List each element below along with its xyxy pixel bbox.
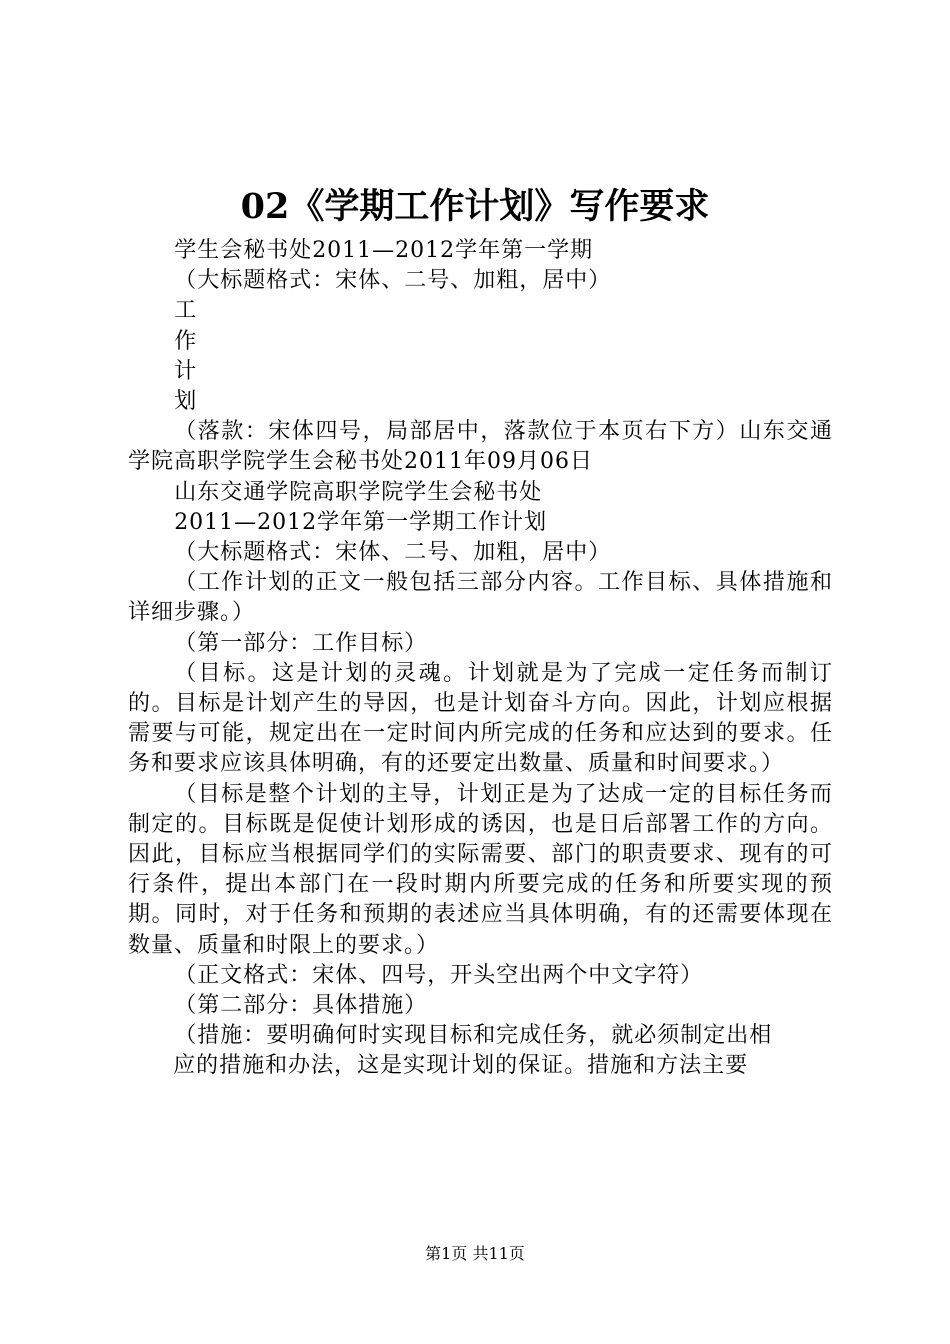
paragraph-14: （目标是整个计划的主导，计划正是为了达成一定的目标任务而制定的。目标既是促使计划形成的诱因，也是日后部署工作的方向。因此，目标应当根据同学们的实际需要、部门的职责要求、现有的可行条件，提出本部门在一段时期内所要完成的任务和所要实现的预期。同时，对于任务和预期的表述应当具体明确，有的还需要体现在数量、质量和时限上的要求。） [128,781,833,958]
paragraph-15: （正文格式：宋体、四号，开头空出两个中文字符） [174,962,704,988]
paragraph-17: （措施：要明确何时实现目标和完成任务，就必须制定出相 [174,1023,773,1049]
paragraph-2: （大标题格式：宋体、二号、加粗，居中） [174,268,612,294]
paragraph-4: 作 [174,328,198,354]
paragraph-13: （目标。这是计划的灵魂。计划就是为了完成一定任务而制订的。目标是计划产生的导因，也是计划奋斗方向。因此，计划应根据需要与可能，规定出在一定时间内所完成的任务和应达到的要求。任务和要求应该具体明确，有的还要定出数量、质量和时间要求。） [128,660,833,777]
paragraph-8: 山东交通学院高职学院学生会秘书处 [174,479,543,505]
paragraph-11: （工作计划的正文一般包括三部分内容。工作目标、具体措施和详细步骤。） [128,570,833,626]
paragraph-1: 学生会秘书处2011—2012学年第一学期 [174,238,594,263]
paragraph-5: 计 [174,358,198,384]
paragraph-6: 划 [174,389,198,415]
document-body [128,236,833,1082]
page-number-footer: 第1页 共11页 [425,1244,525,1263]
paragraph-18: 应的措施和办法，这是实现计划的保证。措施和方法主要 [173,1053,749,1079]
paragraph-10: （大标题格式：宋体、二号、加粗，居中） [174,540,612,566]
paragraph-7: （落款：宋体四号，局部居中，落款位于本页右下方）山东交通学院高职学院学生会秘书处2011年09月06日 [128,419,833,475]
paragraph-9: 2011—2012学年第一学期工作计划 [174,509,548,535]
paragraph-16: （第二部分：具体措施） [174,993,428,1019]
paragraph-3: 工 [174,298,198,324]
paragraph-12: （第一部分：工作目标） [174,630,428,656]
document-title: 02《学期工作计划》写作要求 [240,186,710,227]
